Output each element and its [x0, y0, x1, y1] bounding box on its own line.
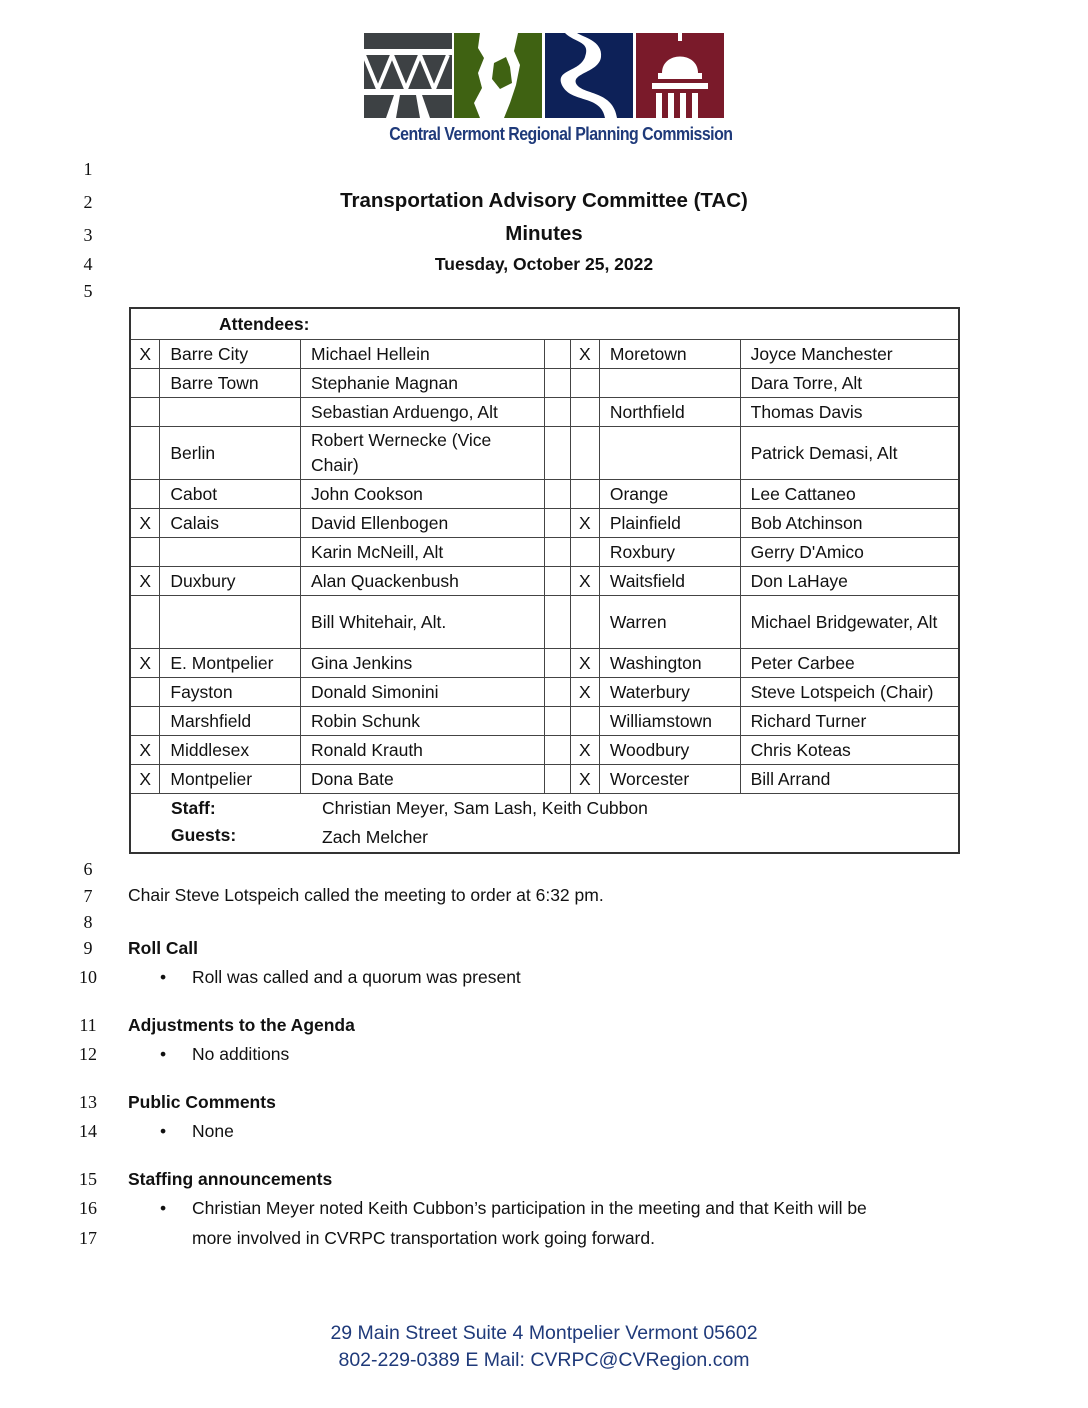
member-cell: Dona Bate [301, 765, 545, 794]
member-cell: Don LaHaye [740, 567, 959, 596]
member-cell: Steve Lotspeich (Chair) [740, 678, 959, 707]
member-cell: Peter Carbee [740, 649, 959, 678]
member-cell: Michael Hellein [301, 340, 545, 369]
table-row [130, 340, 959, 369]
member-cell: Michael Bridgewater, Alt [740, 596, 959, 649]
town-cell: Plainfield [599, 509, 740, 538]
footer-contact: 802-229-0389 E Mail: CVRPC@CVRegion.com [338, 1349, 750, 1371]
section-heading-public-comments: Public Comments [128, 1092, 276, 1112]
call-to-order-text: Chair Steve Lotspeich called the meeting to order at 6:32 pm. [128, 885, 604, 905]
present-mark [130, 596, 160, 649]
present-mark [570, 707, 599, 736]
spacer-cell [545, 538, 571, 567]
member-cell: John Cookson [301, 480, 545, 509]
river-icon [545, 33, 633, 118]
bullet-icon: • [160, 1198, 167, 1218]
spacer-cell [545, 369, 571, 398]
line-number: 15 [79, 1169, 97, 1189]
table-row [130, 678, 959, 707]
member-cell: Gina Jenkins [301, 649, 545, 678]
member-cell: Bill Whitehair, Alt. [301, 596, 545, 649]
present-mark [570, 480, 599, 509]
line-number: 17 [79, 1228, 97, 1248]
present-mark [130, 678, 160, 707]
member-cell: Patrick Demasi, Alt [740, 427, 959, 480]
guests-list: Zach Melcher [322, 827, 429, 847]
town-cell: Middlesex [160, 736, 301, 765]
town-cell: Northfield [599, 398, 740, 427]
spacer-cell [545, 480, 571, 509]
line-number: 5 [83, 281, 93, 301]
table-row [130, 427, 959, 480]
bridge-icon [364, 33, 452, 118]
list-item-text: more involved in CVRPC transportation work going forward. [192, 1228, 655, 1248]
town-cell: Calais [160, 509, 301, 538]
town-cell: Warren [599, 596, 740, 649]
spacer-cell [545, 736, 571, 765]
member-cell: Dara Torre, Alt [740, 369, 959, 398]
table-row [130, 596, 959, 649]
member-cell: Thomas Davis [740, 398, 959, 427]
staff-label: Staff: [171, 798, 216, 818]
bullet-icon: • [160, 967, 167, 987]
town-cell: Woodbury [599, 736, 740, 765]
logo-caption: Central Vermont Regional Planning Commission [389, 123, 733, 144]
present-mark [570, 427, 599, 480]
town-cell: Fayston [160, 678, 301, 707]
spacer-cell [545, 649, 571, 678]
line-number: 8 [83, 912, 93, 932]
cvrpc-logo [364, 33, 724, 118]
staff-guests-row [130, 794, 959, 854]
list-item-text: No additions [192, 1044, 290, 1064]
capitol-dome-icon [636, 33, 724, 118]
line-number: 13 [79, 1092, 97, 1112]
section-heading-agenda-adjustments: Adjustments to the Agenda [128, 1015, 355, 1035]
town-cell [599, 369, 740, 398]
staff-guests-cell [130, 794, 959, 854]
attendees-header-row [130, 308, 959, 340]
present-mark: X [570, 509, 599, 538]
town-cell: E. Montpelier [160, 649, 301, 678]
member-cell: Karin McNeill, Alt [301, 538, 545, 567]
present-mark: X [130, 567, 160, 596]
guests-label: Guests: [171, 825, 237, 845]
list-item-text: Roll was called and a quorum was present [192, 967, 521, 987]
line-number: 10 [79, 967, 97, 987]
line-number: 7 [83, 886, 93, 906]
present-mark [570, 398, 599, 427]
table-row [130, 398, 959, 427]
spacer-cell [545, 340, 571, 369]
document-subtitle: Minutes [505, 222, 583, 245]
line-number: 11 [79, 1015, 97, 1035]
table-row [130, 567, 959, 596]
present-mark: X [130, 765, 160, 794]
footer-address: 29 Main Street Suite 4 Montpelier Vermont 05602 [330, 1322, 758, 1344]
town-cell: Waitsfield [599, 567, 740, 596]
line-number: 14 [79, 1121, 97, 1141]
town-cell: Moretown [599, 340, 740, 369]
table-row [130, 480, 959, 509]
town-cell: Orange [599, 480, 740, 509]
present-mark [570, 596, 599, 649]
line-number: 3 [83, 225, 93, 245]
present-mark: X [130, 509, 160, 538]
member-cell: Robin Schunk [301, 707, 545, 736]
document-title: Transportation Advisory Committee (TAC) [340, 189, 748, 212]
town-cell: Roxbury [599, 538, 740, 567]
member-cell: David Ellenbogen [301, 509, 545, 538]
town-cell: Cabot [160, 480, 301, 509]
present-mark: X [570, 649, 599, 678]
present-mark [130, 538, 160, 567]
member-cell: Joyce Manchester [740, 340, 959, 369]
attendees-table [129, 307, 960, 854]
town-cell [160, 398, 301, 427]
present-mark: X [570, 678, 599, 707]
present-mark [130, 480, 160, 509]
table-row [130, 509, 959, 538]
bullet-icon: • [160, 1044, 167, 1064]
member-cell: Alan Quackenbush [301, 567, 545, 596]
spacer-cell [545, 427, 571, 480]
present-mark: X [130, 649, 160, 678]
member-cell: Donald Simonini [301, 678, 545, 707]
town-cell [160, 538, 301, 567]
list-item-text: Christian Meyer noted Keith Cubbon’s participation in the meeting and that Keith will be [192, 1198, 867, 1218]
member-cell: Bill Arrand [740, 765, 959, 794]
town-cell: Duxbury [160, 567, 301, 596]
attendees-heading: Attendees: [130, 308, 959, 340]
present-mark: X [130, 736, 160, 765]
member-cell: Richard Turner [740, 707, 959, 736]
table-row [130, 736, 959, 765]
town-cell: Washington [599, 649, 740, 678]
spacer-cell [545, 765, 571, 794]
town-cell: Barre City [160, 340, 301, 369]
member-cell: Gerry D'Amico [740, 538, 959, 567]
member-cell: Bob Atchinson [740, 509, 959, 538]
town-cell: Berlin [160, 427, 301, 480]
member-cell: Chris Koteas [740, 736, 959, 765]
table-row [130, 707, 959, 736]
list-item-text: None [192, 1121, 234, 1141]
town-cell: Marshfield [160, 707, 301, 736]
vermont-map-icon [454, 33, 542, 118]
member-cell: Ronald Krauth [301, 736, 545, 765]
present-mark [570, 538, 599, 567]
spacer-cell [545, 509, 571, 538]
present-mark [570, 369, 599, 398]
present-mark: X [570, 567, 599, 596]
table-row [130, 369, 959, 398]
member-cell: Robert Wernecke (Vice Chair) [301, 427, 545, 480]
table-row [130, 538, 959, 567]
line-number: 2 [83, 192, 93, 212]
present-mark [130, 707, 160, 736]
section-heading-staffing-announcements: Staffing announcements [128, 1169, 333, 1189]
member-cell: Sebastian Arduengo, Alt [301, 398, 545, 427]
spacer-cell [545, 707, 571, 736]
town-cell [599, 427, 740, 480]
line-number: 4 [83, 254, 93, 274]
staff-list: Christian Meyer, Sam Lash, Keith Cubbon [322, 798, 648, 818]
present-mark [130, 427, 160, 480]
town-cell: Worcester [599, 765, 740, 794]
present-mark: X [570, 340, 599, 369]
present-mark: X [570, 765, 599, 794]
line-number: 16 [79, 1198, 97, 1218]
bullet-icon: • [160, 1121, 167, 1141]
town-cell: Barre Town [160, 369, 301, 398]
table-row [130, 649, 959, 678]
town-cell: Montpelier [160, 765, 301, 794]
spacer-cell [545, 596, 571, 649]
town-cell [160, 596, 301, 649]
line-number: 6 [83, 859, 93, 879]
town-cell: Waterbury [599, 678, 740, 707]
line-number: 12 [79, 1044, 97, 1064]
line-number: 1 [83, 159, 93, 179]
spacer-cell [545, 567, 571, 596]
present-mark: X [130, 340, 160, 369]
member-cell: Lee Cattaneo [740, 480, 959, 509]
line-number: 9 [83, 938, 93, 958]
section-heading-roll-call: Roll Call [128, 938, 199, 958]
member-cell: Stephanie Magnan [301, 369, 545, 398]
present-mark: X [570, 736, 599, 765]
meeting-date: Tuesday, October 25, 2022 [434, 254, 654, 274]
town-cell: Williamstown [599, 707, 740, 736]
spacer-cell [545, 678, 571, 707]
present-mark [130, 398, 160, 427]
table-row [130, 765, 959, 794]
present-mark [130, 369, 160, 398]
spacer-cell [545, 398, 571, 427]
